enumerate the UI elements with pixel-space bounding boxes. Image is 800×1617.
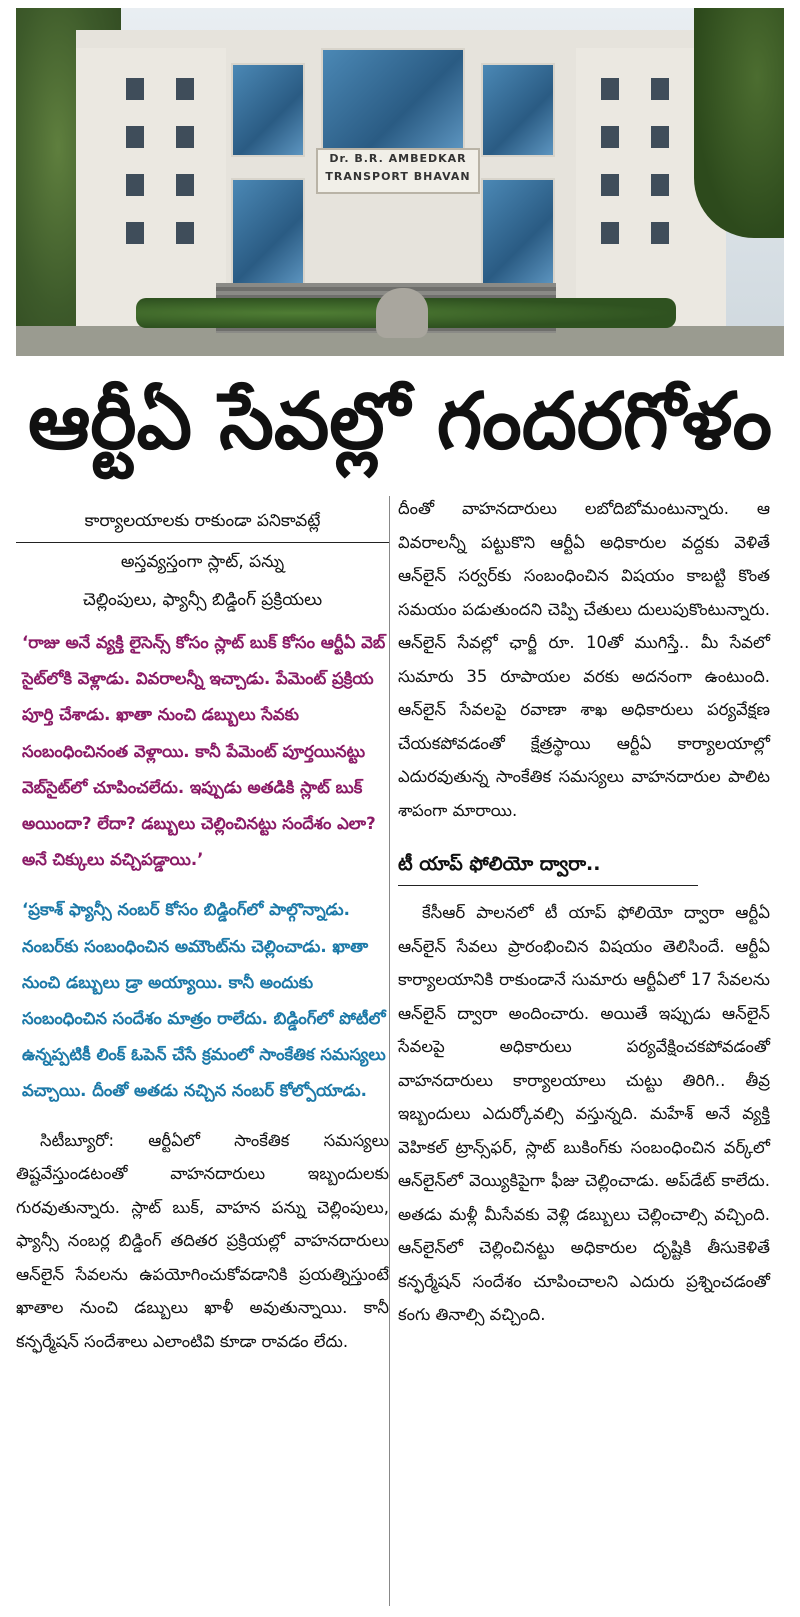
quote-raju: ‘రాజు అనే వ్యక్తి లైసెన్స్‌ కోసం స్లాట్‌ బుక్‌ కోసం ఆర్టీఏ వెబ్‌ సైట్‌లోకి వెళ్లాడు. వివరాలన్నీ ఇచ్చాడు. పేమెంట్‌ ప్రక్రియ పూర్తి చేశాడు. ఖాతా నుంచి డబ్బులు సేవకు సంబంధించినంత వెళ్లాయి. కానీ పేమెంట్‌ పూర్తయినట్టు వెబ్‌సైట్‌లో చూపించలేదు. ఇప్పుడు అతడికి స్లాట్‌ బుక్‌ అయిందా? లేదా? డబ్బులు చెల్లించినట్టు సందేశం ఎలా? అనే చిక్కులు వచ్చిపడ్డాయి.’ [22, 633, 386, 870]
photo-window-column [651, 78, 669, 100]
photo-window-column [176, 78, 194, 100]
column-divider [389, 496, 390, 1606]
photo-sign-line2: TRANSPORT BHAVAN [325, 170, 471, 183]
photo-glass-panel [481, 178, 555, 287]
body-paragraph-right-2: కేసీఆర్‌ పాలనలో టీ యాప్‌ ఫోలియో ద్వారా ఆర్టీఏ ఆన్‌లైన్‌ సేవలు ప్రారంభించిన విషయం తెలిసిందే. ఆర్టీఏ కార్యాలయానికి రాకుండానే సుమారు ఆర్టీఏలో 17 సేవలను ఆన్‌లైన్‌ ద్వారా అందించారు. అయితే ఇప్పుడు ఆన్‌లైన్‌ సేవలపై అధికారులు పర్యవేక్షించకపోవడంతో వాహనదారులు కార్యాలయాలు చుట్టు తిరిగి.. తీవ్ర ఇబ్బందులు ఎదుర్కోవల్సి వస్తున్నది. మహేశ్‌ అనే వ్యక్తి వెహికల్‌ ట్రాన్స్‌ఫర్‌, స్లాట్‌ బుకింగ్‌కు సంబంధించిన వర్క్‌లో ఆన్‌లైన్‌లో వెయ్యికిపైగా ఫీజు చెల్లించాడు. అప్‌డేట్‌ కాలేదు. అతడు మళ్లీ మీసేవకు వెళ్లి డబ్బులు చెల్లించాల్సి వచ్చింది. ఆన్‌లైన్‌లో చెల్లించినట్టు అధికారుల దృష్టికి తీసుకెళితే కన్ఫర్మేషన్‌ సందేశం చూపించాలని ఎదురు ప్రశ్నించడంతో కంగు తినాల్సి వచ్చింది. [398, 903, 770, 1324]
photo-glass-panel [481, 63, 555, 157]
right-column [398, 496, 770, 1332]
article-photo [16, 8, 784, 356]
body-paragraph-right-1: దీంతో వాహనదారులు లబోదిబోమంటున్నారు. ఆ వివరాలన్నీ పట్టుకొని ఆర్టీఏ అధికారుల వద్దకు వెళితే ఆన్‌లైన్‌ సర్వర్‌కు సంబంధించిన విషయం కాబట్టి కొంత సమయం పడుతుందని చెప్పి చేతులు దులుపుకొంటున్నారు. ఆన్‌లైన్‌ సేవల్లో ఛార్జీ రూ. 10తో ముగిస్తే.. మీ సేవలో సుమారు 35 రూపాయల వరకు అదనంగా ఉంటుంది. ఆన్‌లైన్‌ సేవలపై రవాణా శాఖ అధికారులు పర్యవేక్షణ చేయకపోవడంతో క్షేత్రస్థాయి ఆర్టీఏ కార్యాలయాల్లో ఎదురవుతున్న సాంకేతిక సమస్యలు వాహనదారుల పాలిట శాపంగా మారాయి. [398, 499, 770, 820]
photo-tree-right [694, 8, 784, 238]
photo-glass-panel [321, 48, 465, 152]
deck-line-2: అస్తవ్యస్తంగా స్లాట్‌, పన్ను [120, 552, 285, 572]
left-column [16, 496, 389, 1358]
deck [16, 496, 389, 619]
photo-building-sign [316, 148, 480, 194]
photo-window-column [126, 78, 144, 100]
body-paragraph-left: సిటీబ్యూరో: ఆర్టీఏలో సాంకేతిక సమస్యలు తిష్టవేస్తుండటంతో వాహనదారులు ఇబ్బందులకు గురవుతున్నారు. స్లాట్‌ బుక్‌, వాహన పన్ను చెల్లింపులు, ఫ్యాన్సీ నంబర్ల బిడ్డింగ్‌ తదితర ప్రక్రియల్లో వాహనదారులు ఆన్‌లైన్‌ సేవలను ఉపయోగించుకోవడానికి ప్రయత్నిస్తుంటే ఖాతాల నుంచి డబ్బులు ఖాళీ అవుతున్నాయి. కానీ కన్ఫర్మేషన్‌ సందేశాలు ఎలాంటివి కూడా రావడం లేదు. [16, 1130, 389, 1351]
photo-rock [376, 288, 428, 338]
photo-glass-panel [231, 178, 305, 287]
subheading: టీ యాప్‌ ఫోలియో ద్వారా.. [398, 845, 698, 886]
deck-line-1: కార్యాలయాలకు రాకుండా పనికావట్లే [16, 502, 389, 543]
deck-line-3: చెల్లింపులు, ఫ్యాన్సీ బిడ్డింగ్‌ ప్రక్రియలు [82, 590, 323, 610]
photo-window-column [601, 78, 619, 100]
headline: ఆర్టీఏ సేవల్లో గందరగోళం [27, 377, 773, 467]
photo-sign-line1: Dr. B.R. AMBEDKAR [329, 152, 467, 165]
photo-glass-panel [231, 63, 305, 157]
quote-prakash: ‘ప్రకాశ్‌ ఫ్యాన్సీ నంబర్‌ కోసం బిడ్డింగ్‌లో పాల్గొన్నాడు. నంబర్‌కు సంబంధించిన అమౌంట్‌ను చెల్లించాడు. ఖాతా నుంచి డబ్బులు డ్రా అయ్యాయి. కానీ అందుకు సంబంధించిన సందేశం మాత్రం రాలేదు. బిడ్డింగ్‌లో పోటీలో ఉన్నప్పటికీ లింక్‌ ఓపెన్‌ చేసే క్రమంలో సాంకేతిక సమస్యలు వచ్చాయి. దీంతో అతడు నచ్చిన నంబర్‌ కోల్పోయాడు. [22, 900, 386, 1101]
photo-building-wing-left [76, 48, 226, 330]
